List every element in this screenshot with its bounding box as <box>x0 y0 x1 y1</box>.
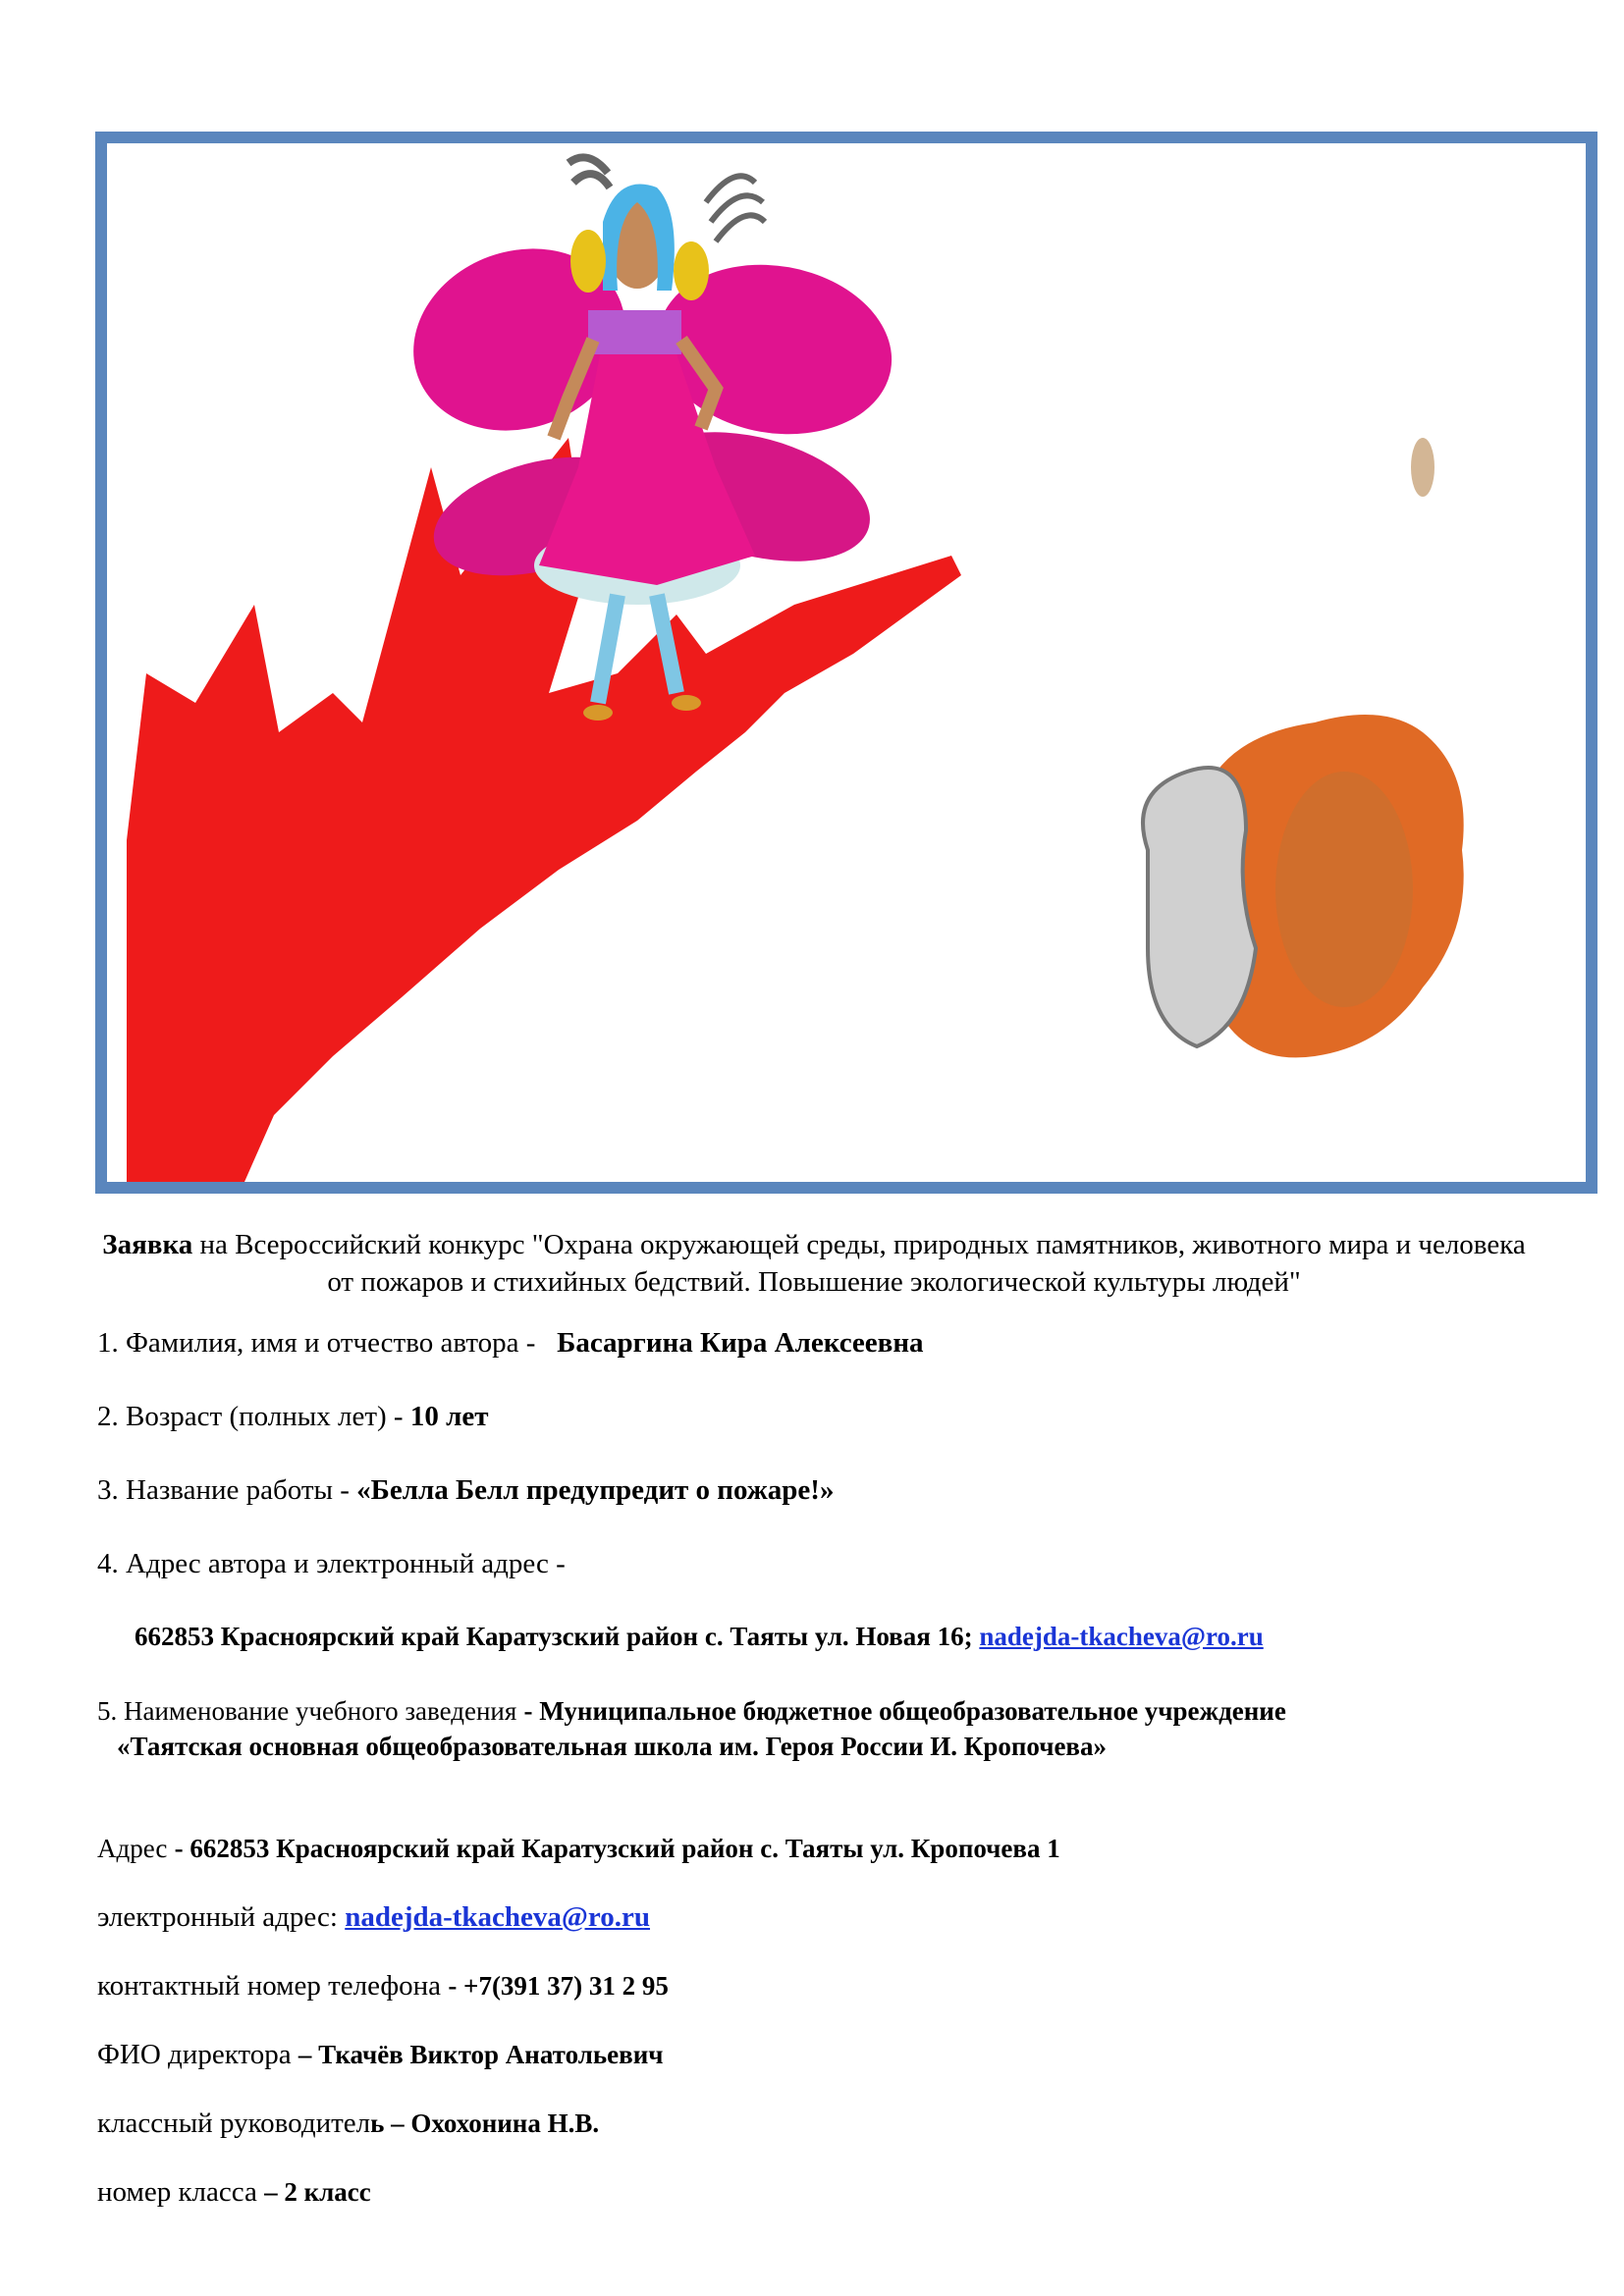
director-name <box>97 2037 663 2074</box>
school-address-label: Адрес <box>97 1834 168 1863</box>
item5-value-line1: - Муниципальное бюджетное общеобразовательное учреждение <box>523 1696 1286 1726</box>
item1-label: 1. Фамилия, имя и отчество автора - <box>97 1327 536 1359</box>
class-label: номер класса <box>97 2176 257 2208</box>
item2-label: 2. Возраст (полных лет) - <box>97 1401 404 1432</box>
item-work-title <box>97 1472 834 1510</box>
item-age <box>97 1399 488 1436</box>
school-email-link[interactable]: nadejda-tkacheva@ro.ru <box>345 1901 651 1933</box>
school-address <box>97 1831 1060 1868</box>
class-teacher <box>97 2106 599 2143</box>
drawing-frame <box>95 132 1597 1194</box>
item5-label: 5. Наименование учебного заведения <box>97 1696 517 1726</box>
application-intro <box>97 1227 1531 1301</box>
fairy-shoe-left <box>583 705 613 721</box>
teacher-value: ь – Охохонина Н.В. <box>370 2109 600 2138</box>
item-school-name-cont <box>117 1730 1107 1764</box>
school-address-value: - 662853 Красноярский край Каратузский район с. Таяты ул. Кропочева 1 <box>174 1834 1060 1863</box>
director-value: – Ткачёв Виктор Анатольевич <box>298 2040 664 2069</box>
fairy-bow-left <box>570 230 606 293</box>
fairy-bodice <box>588 310 681 354</box>
grey-strokes-left <box>568 157 610 187</box>
item1-value: Басаргина Кира Алексеевна <box>557 1327 924 1359</box>
intro-text: на Всероссийский конкурс "Охрана окружающей среды, природных памятников, животного мира и человека от пожаров и стихийных бедствий. Повышение экологической культуры людей" <box>199 1229 1526 1298</box>
class-value: – 2 класс <box>264 2177 371 2207</box>
intro-bold: Заявка <box>102 1229 193 1260</box>
teacher-label: классный руководител <box>97 2108 371 2139</box>
item4-address: 662853 Красноярский край Каратузский район с. Таяты ул. Новая 16; <box>135 1622 973 1651</box>
item-address-label <box>97 1546 566 1583</box>
grey-pencil-creature <box>1143 768 1256 1046</box>
phone-label: контактный номер телефона <box>97 1970 442 2002</box>
item3-label: 3. Название работы - <box>97 1474 350 1506</box>
item5-value-line2: «Таятская основная общеобразовательная школа им. Героя России И. Кропочева» <box>117 1732 1108 1761</box>
contact-phone <box>97 1968 669 2005</box>
class-number <box>97 2174 371 2212</box>
phone-value: - +7(391 37) 31 2 95 <box>448 1971 669 2001</box>
item-author-address <box>135 1620 1264 1654</box>
brown-smudge <box>1411 438 1435 497</box>
item3-value: «Белла Белл предупредит о пожаре!» <box>356 1474 835 1506</box>
school-email-label: электронный адрес: <box>97 1901 338 1933</box>
item2-value: 10 лет <box>409 1401 489 1432</box>
orange-creature-highlight <box>1275 772 1413 1007</box>
item4-label: 4. Адрес автора и электронный адрес - <box>97 1548 566 1579</box>
grey-strokes-right <box>706 176 765 241</box>
item-author-name <box>97 1325 924 1362</box>
author-email-link[interactable]: nadejda-tkacheva@ro.ru <box>979 1622 1264 1651</box>
fairy-shoe-right <box>672 695 701 711</box>
school-email <box>97 1899 650 1937</box>
children-drawing <box>107 143 1586 1182</box>
fairy-bow-right <box>674 241 709 300</box>
director-label: ФИО директора <box>97 2039 292 2070</box>
item-school-name <box>97 1693 1286 1731</box>
